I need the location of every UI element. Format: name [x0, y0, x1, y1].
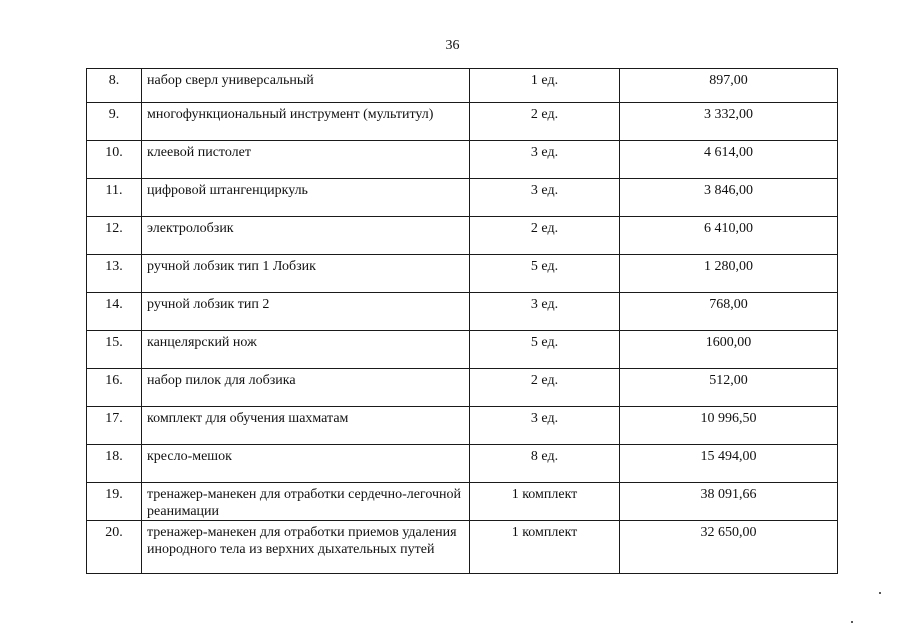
item-price: 4 614,00	[620, 141, 838, 179]
item-price: 1 280,00	[620, 255, 838, 293]
item-name: электролобзик	[142, 217, 470, 255]
item-quantity: 3 ед.	[470, 179, 620, 217]
table-row	[87, 483, 838, 521]
item-quantity: 1 комплект	[470, 483, 620, 521]
table-row	[87, 445, 838, 483]
item-name: набор сверл универсальный	[142, 69, 470, 103]
row-number: 16.	[87, 369, 142, 407]
item-price: 15 494,00	[620, 445, 838, 483]
item-quantity: 5 ед.	[470, 331, 620, 369]
item-price: 897,00	[620, 69, 838, 103]
table-row	[87, 141, 838, 179]
item-name: набор пилок для лобзика	[142, 369, 470, 407]
table-row	[87, 255, 838, 293]
row-number: 8.	[87, 69, 142, 103]
item-price: 3 332,00	[620, 103, 838, 141]
row-number: 14.	[87, 293, 142, 331]
row-number: 12.	[87, 217, 142, 255]
item-quantity: 2 ед.	[470, 369, 620, 407]
item-price: 3 846,00	[620, 179, 838, 217]
item-quantity: 8 ед.	[470, 445, 620, 483]
page-number: 36	[445, 38, 460, 53]
item-name: ручной лобзик тип 2	[142, 293, 470, 331]
item-quantity: 3 ед.	[470, 141, 620, 179]
item-price: 6 410,00	[620, 217, 838, 255]
item-quantity: 1 комплект	[470, 521, 620, 574]
row-number: 11.	[87, 179, 142, 217]
item-price: 512,00	[620, 369, 838, 407]
table-row	[87, 293, 838, 331]
item-quantity: 3 ед.	[470, 293, 620, 331]
item-quantity: 5 ед.	[470, 255, 620, 293]
scan-speck	[879, 592, 881, 594]
item-quantity: 2 ед.	[470, 217, 620, 255]
table-row	[87, 179, 838, 217]
item-price: 1600,00	[620, 331, 838, 369]
table-row	[87, 369, 838, 407]
table-row	[87, 103, 838, 141]
item-name: многофункциональный инструмент (мультитул)	[142, 103, 470, 141]
item-name: комплект для обучения шахматам	[142, 407, 470, 445]
item-quantity: 1 ед.	[470, 69, 620, 103]
item-price: 38 091,66	[620, 483, 838, 521]
row-number: 20.	[87, 521, 142, 574]
item-name: тренажер-манекен для отработки сердечно-легочной реанимации	[142, 483, 470, 521]
item-name: клеевой пистолет	[142, 141, 470, 179]
item-name: тренажер-манекен для отработки приемов удаления инородного тела из верхних дыхательных путей	[142, 521, 470, 574]
table-row	[87, 69, 838, 103]
row-number: 13.	[87, 255, 142, 293]
row-number: 10.	[87, 141, 142, 179]
table-row	[87, 217, 838, 255]
scan-speck	[851, 621, 853, 623]
row-number: 17.	[87, 407, 142, 445]
table-row	[87, 521, 838, 574]
item-price: 768,00	[620, 293, 838, 331]
row-number: 18.	[87, 445, 142, 483]
row-number: 15.	[87, 331, 142, 369]
item-name: кресло-мешок	[142, 445, 470, 483]
item-name: канцелярский нож	[142, 331, 470, 369]
items-table	[86, 68, 838, 574]
item-price: 32 650,00	[620, 521, 838, 574]
row-number: 19.	[87, 483, 142, 521]
item-price: 10 996,50	[620, 407, 838, 445]
item-name: ручной лобзик тип 1 Лобзик	[142, 255, 470, 293]
item-quantity: 3 ед.	[470, 407, 620, 445]
row-number: 9.	[87, 103, 142, 141]
table-row	[87, 407, 838, 445]
item-name: цифровой штангенциркуль	[142, 179, 470, 217]
item-quantity: 2 ед.	[470, 103, 620, 141]
table-row	[87, 331, 838, 369]
